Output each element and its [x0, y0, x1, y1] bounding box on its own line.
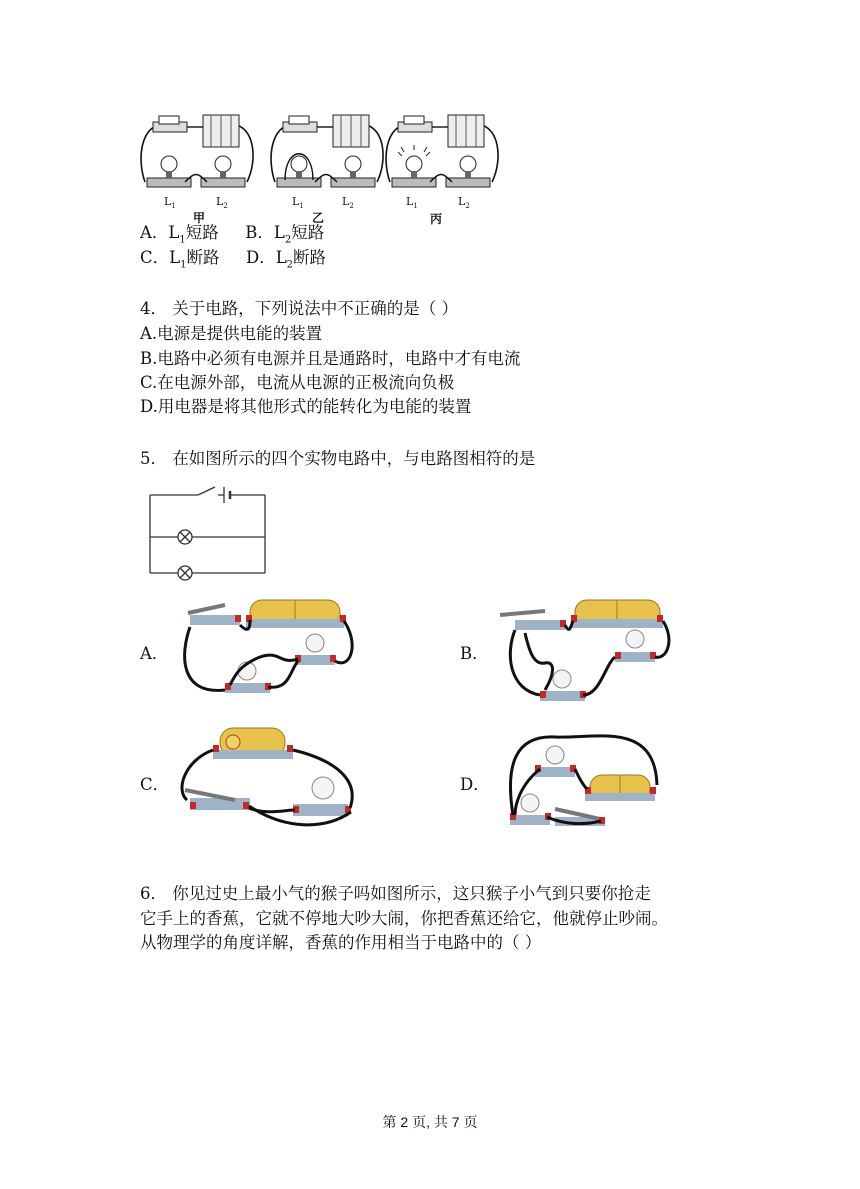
figure-label-l1: $L_1$	[406, 195, 418, 211]
q4-option-d: D.用电器是将其他形式的能转化为电能的装置	[140, 397, 472, 416]
q5-stem: 5． 在如图所示的四个实物电路中，与电路图相符的是	[140, 449, 536, 468]
q3-option-a: A．$L_1$短路	[140, 223, 219, 246]
q5-circuit-photo-a	[180, 595, 360, 710]
q3-option-d: D．$L_2$断路	[245, 248, 327, 271]
q5-circuit-photo-b	[495, 595, 675, 710]
figure-label-l1: $L_1$	[164, 195, 176, 211]
q4-option-a: A.电源是提供电能的装置	[140, 324, 323, 343]
figure-caption-yi: 乙	[312, 211, 325, 225]
q3-option-b: B．$L_2$短路	[245, 223, 325, 246]
q6-stem-line-2: 它手上的香蕉，它就不停地大吵大闹，你把香蕉还给它，他就停止吵闹。	[140, 909, 668, 928]
q5-option-c-label: C．	[140, 775, 170, 794]
q3-option-row-2	[140, 247, 326, 276]
circuit-figure-jia	[135, 110, 260, 210]
page-footer: 第 2 页, 共 7 页	[382, 1114, 478, 1130]
figure-label-l1: $L_1$	[292, 195, 304, 211]
figure-label-l2: $L_2$	[216, 195, 228, 211]
circuit-figure-bing	[380, 110, 505, 210]
q5-option-d-label: D．	[460, 775, 490, 794]
q4-option-b: B.电路中必须有电源并且是通路时，电路中才有电流	[140, 349, 521, 368]
q6-stem-line-3: 从物理学的角度详解，香蕉的作用相当于电路中的（ ）	[140, 933, 542, 952]
q6-stem-line-1: 6． 你见过史上最小气的猴子吗如图所示，这只猴子小气到只要你抢走	[140, 884, 651, 903]
q5-circuit-schematic	[140, 483, 270, 583]
figure-caption-jia: 甲	[193, 211, 206, 225]
q5-option-b-label: B．	[460, 644, 489, 663]
q5-circuit-photo-d	[495, 725, 685, 840]
q5-circuit-photo-c	[175, 720, 365, 840]
figure-caption-bing: 丙	[430, 212, 443, 226]
q3-option-c: C．$L_1$断路	[140, 248, 220, 271]
q4-stem: 4． 关于电路，下列说法中不正确的是（ ）	[140, 299, 458, 318]
q5-option-a-label: A．	[140, 644, 169, 663]
figure-label-l2: $L_2$	[458, 195, 470, 211]
q4-option-c: C.在电源外部，电流从电源的正极流向负极	[140, 373, 455, 392]
circuit-figure-yi	[265, 110, 390, 210]
figure-label-l2: $L_2$	[342, 195, 354, 211]
